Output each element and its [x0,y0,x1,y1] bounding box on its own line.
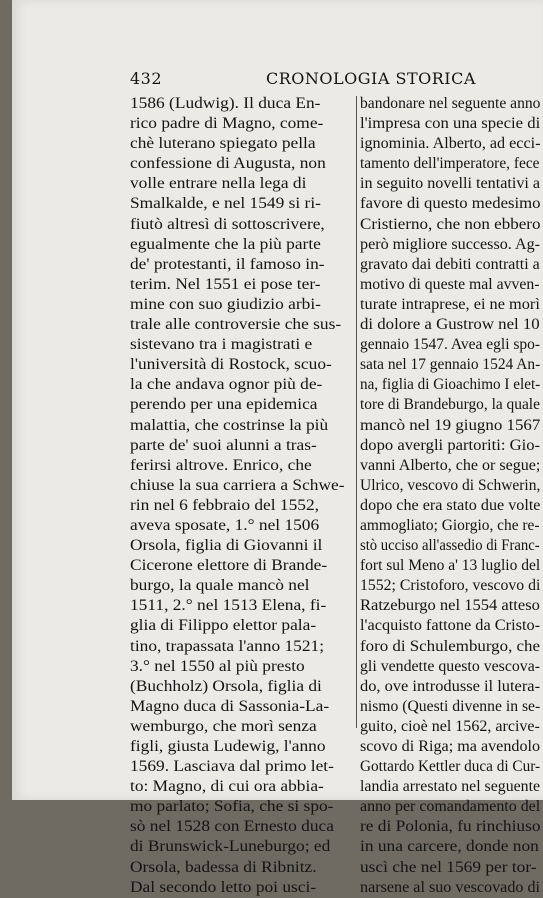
running-title: CRONOLOGIA STORICA [266,69,476,88]
left-text-column [130,94,355,898]
text-line: mancò nel 19 giugno 1567 [360,416,541,434]
text-line: dopo avergli partoriti: Gio- [360,436,541,454]
text-line: vanni Alberto, che or segue; [360,456,541,474]
text-line: 1569. Lasciava dal primo let- [130,758,334,776]
text-line: egualmente che la più parte [130,235,321,253]
page-number: 432 [130,69,163,88]
text-line: gravato dai debiti contratti a [360,255,540,273]
text-line: Dal secondo letto poi usci- [130,878,317,896]
text-line: ferirsi altrove. Enrico, che [130,456,312,474]
text-line: turate intraprese, ei ne morì [360,295,540,313]
text-line: parte de' suoi alunni a tras- [130,436,317,454]
text-line: la che andava ognor più de- [130,376,323,394]
right-text-column [360,94,540,898]
text-line: stò ucciso all'assedio di Franc- [360,537,540,555]
text-line: l'università di Rostock, scuo- [130,356,332,374]
text-line: scovo di Riga; ma avendolo [360,738,541,755]
text-line: ignominia. Alberto, ad ecci- [360,135,541,153]
page-header [130,69,540,91]
text-line: 1552; Cristoforo, vescovo di [360,577,541,595]
text-line: rin nel 6 febbraio del 1552, [130,496,319,514]
text-line: foro di Schulemburgo, che [360,637,541,655]
text-line: Orsola, figlia di Giovanni il [130,537,323,555]
text-line: figli, giusta Ludewig, l'anno [130,738,326,755]
text-line: trale alle controversie che sus- [130,316,342,334]
column-divider [356,96,357,728]
text-line: glia di Filippo elettor pala- [130,617,317,635]
text-line: Orsola, badessa di Ribnitz. [130,858,317,876]
text-line: nismo (Questi divenne in se- [360,697,541,715]
text-line: gli vendette questo vescova- [360,657,541,675]
text-line: tino, trapassata l'anno 1521; [130,637,325,655]
text-line: bandonare nel seguente anno [360,95,541,112]
text-line: de' protestanti, il famoso in- [130,255,325,273]
text-line: di dolore a Gustrow nel 10 [360,316,540,334]
text-line: motivo di queste mal avven- [360,275,540,293]
text-line: anno per comandamento del [360,798,541,816]
text-line: perendo per una epidemica [130,396,318,414]
text-line: sata nel 17 gennaio 1524 An- [360,356,541,374]
text-line: aveva sposate, 1.° nel 1506 [130,516,320,534]
text-line: fort sul Meno a' 13 luglio del [360,557,541,575]
text-line: sistevano tra i magistrati e [130,336,313,354]
text-line: landia arrestato nel seguente [360,778,541,796]
text-line: in seguito novelli tentativi a [360,175,541,193]
text-line: (Buchholz) Orsola, figlia di [130,677,322,695]
text-line: mo parlato; Sofia, che si spo- [130,798,334,816]
text-line: 3.° nel 1550 al più presto [130,657,305,675]
text-line: terim. Nel 1551 ei pose ter- [130,275,321,293]
book-page [12,0,543,896]
text-line: Smalkalde, e nel 1549 si ri- [130,195,321,213]
text-line: do, ove introdusse il lutera- [360,677,541,695]
text-line: narsene al suo vescovado di [360,878,541,896]
text-line: favore di questo medesimo [360,195,541,213]
text-line: però migliore successo. Ag- [360,235,541,253]
text-line: fiutò altresì di sottoscrivere, [130,215,325,233]
text-line: to: Magno, di cui ora abbia- [130,778,324,796]
text-line: Ulrico, vescovo di Schwerin, [360,476,541,494]
text-line: Cristierno, che non ebbero [360,215,541,233]
text-line: volle entrare nella lega di [130,175,307,193]
text-line: malattia, che costrinse la più [130,416,329,434]
text-line: Gottardo Kettler duca di Cur- [360,758,541,776]
text-line: chè luterano spiegato pella [130,135,316,153]
text-line: mine con suo giudizio arbi- [130,295,321,313]
text-line: 1586 (Ludwig). Il duca En- [130,95,321,112]
text-line: uscì che nel 1569 per tor- [360,858,537,876]
text-line: l'impresa con una specie di [360,115,541,133]
text-line: di Brunswick-Luneburgo; ed [130,838,331,856]
text-line: l'acquisto fattone da Cristo- [360,617,541,635]
text-line: 1511, 2.° nel 1513 Elena, fi- [130,597,327,615]
text-line: guito, cioè nel 1562, arcive- [360,717,540,735]
text-line: ammogliato; Giorgio, che re- [360,516,540,534]
text-line: sò nel 1528 con Ernesto duca [130,818,334,836]
text-line: gennaio 1547. Avea egli spo- [360,336,541,354]
text-line: dopo che era stato due volte [360,496,541,514]
text-line: re di Polonia, fu rinchiuso [360,818,541,836]
text-line: chiuse la sua carriera a Schwe- [130,476,345,494]
text-line: rico padre di Magno, come- [130,115,324,133]
text-line: na, figlia di Gioachimo I elet- [360,376,541,394]
text-line: wemburgo, che morì senza [130,717,317,735]
text-line: burgo, la quale mancò nel [130,577,310,595]
text-line: Cicerone elettore di Brande- [130,557,328,575]
text-line: in una carcere, donde non [360,838,539,856]
text-line: confessione di Augusta, non [130,155,326,173]
text-line: tore di Brandeburgo, la quale [360,396,540,414]
text-line: tamento dell'imperatore, fece [360,155,540,173]
text-line: Magno duca di Sassonia-La- [130,697,330,715]
text-line: Ratzeburgo nel 1554 atteso [360,597,540,615]
